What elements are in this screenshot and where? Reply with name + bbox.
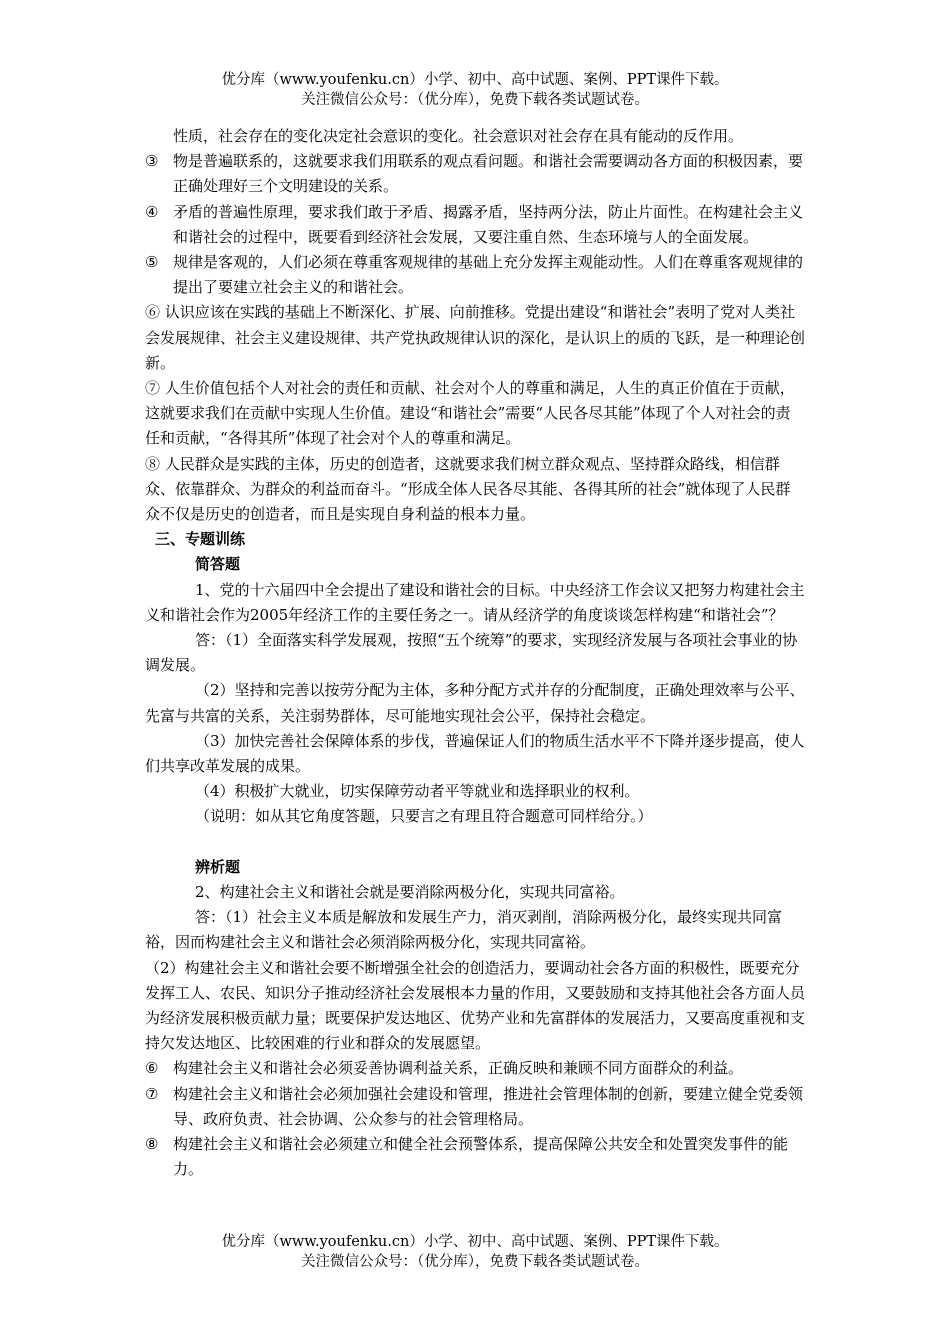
item-text: 构建社会主义和谐社会必须妥善协调利益关系，正确反映和兼顾不同方面群众的利益。 — [173, 1059, 744, 1078]
page-header — [0, 70, 950, 110]
item-text: 矛盾的普遍性原理，要求我们敢于矛盾、揭露矛盾，坚持两分法，防止片面性。在构建社会主义和谐社会的过程中，既要看到经济社会发展，又要注重自然、生态环境与人的全面发展。 — [173, 202, 804, 246]
numbered-item — [145, 1056, 805, 1081]
paragraph-point-8: ⑧ 人民群众是实践的主体，历史的创造者，这就要求我们树立群众观点、坚持群众路线，相信群众、依靠群众、为群众的利益而奋斗。“形成全体人民各尽其能、各得其所的社会”就体现了人民群众不仅是历史的创造者，而且是实现自身利益的根本力量。 — [145, 454, 791, 524]
answer-1-part-2: （2）坚持和完善以按劳分配为主体，多种分配方式并存的分配制度，正确处理效率与公平、先富与共富的关系，关注弱势群体，尽可能地实现社会公平，保持社会稳定。 — [145, 681, 805, 725]
numbered-item — [145, 149, 805, 199]
numbered-item — [145, 1132, 805, 1182]
item-marker: ⑧ — [145, 1134, 159, 1153]
item-text: 构建社会主义和谐社会必须加强社会建设和管理，推进社会管理体制的创新，要建立健全党委领导、政府负责、社会协调、公众参与的社会管理格局。 — [173, 1084, 804, 1128]
answer-2-part-1: 答：（1）社会主义本质是解放和发展生产力，消灭剥削，消除两极分化，最终实现共同富裕，因而构建社会主义和谐社会必须消除两极分化，实现共同富裕。 — [145, 908, 783, 952]
page-footer — [0, 1232, 950, 1272]
answer-2-part-2: （2）构建社会主义和谐社会要不断增强全社会的创造活力，要调动社会各方面的积极性，既要充分发挥工人、农民、知识分子推动经济社会发展根本力量的作用，又要鼓励和支持其他社会各方面人员为经济发展积极贡献力量；既要保护发达地区、优势产业和先富群体的发展活力，又要高度重视和支持欠发达地区、比较困难的行业和群众的发展愿望。 — [145, 958, 806, 1053]
paragraph-point-6: ⑥ 认识应该在实践的基础上不断深化、扩展、向前推移。党提出建设“和谐社会”表明了党对人类社会发展规律、社会主义建设规律、共产党执政规律认识的深化，是认识上的质的飞跃，是一种理论创新。 — [145, 303, 806, 372]
footer-line-2: 关注微信公众号：（优分库），免费下载各类试题试卷。 — [301, 1254, 649, 1270]
question-2: 2、构建社会主义和谐社会就是要消除两极分化，实现共同富裕。 — [195, 882, 625, 901]
answer-1-part-1: 答：（1）全面落实科学发展观，按照“五个统筹”的要求，实现经济发展与各项社会事业的协调发展。 — [145, 631, 798, 675]
paragraph-point-7: ⑦ 人生价值包括个人对社会的责任和贡献、社会对个人的尊重和满足，人生的真正价值在于贡献，这就要求我们在贡献中实现人生价值。建设“和谐社会”需要“人民各尽其能”体现了个人对社会的责任和贡献，“各得其所”体现了社会对个人的尊重和满足。 — [145, 379, 795, 448]
numbered-item — [145, 1082, 805, 1132]
item-marker: ③ — [145, 152, 159, 171]
section-title: 三、专题训练 — [155, 530, 246, 549]
answer-1-note: （说明：如从其它角度答题，只要言之有理且符合题意可同样给分。） — [195, 807, 653, 826]
header-line-2: 关注微信公众号：（优分库），免费下载各类试题试卷。 — [301, 92, 649, 108]
header-line-1: 优分库（www.youfenku.cn）小学、初中、高中试题、案例、PPT课件下载。 — [221, 72, 729, 88]
continued-paragraph: 性质，社会存在的变化决定社会意识的变化。社会意识对社会存在具有能动的反作用。 — [173, 127, 744, 145]
item-marker: ⑦ — [145, 1084, 159, 1103]
item-text: 构建社会主义和谐社会必须建立和健全社会预警体系，提高保障公共安全和处置突发事件的能力。 — [173, 1134, 789, 1179]
footer-line-1: 优分库（www.youfenku.cn）小学、初中、高中试题、案例、PPT课件下载。 — [221, 1234, 729, 1250]
item-text: 物是普遍联系的，这就要求我们用联系的观点看问题。和谐社会需要调动各方面的积极因素，要正确处理好三个文明建设的关系。 — [173, 152, 804, 196]
item-marker: ④ — [145, 202, 159, 221]
answer-1-part-3: （3）加快完善社会保障体系的步伐，普遍保证人们的物质生活水平不下降并逐步提高，使人们共享改革发展的成果。 — [145, 731, 805, 776]
analysis-heading: 辨析题 — [195, 857, 241, 876]
numbered-item — [145, 200, 805, 250]
answer-1-part-4: （4）积极扩大就业，切实保障劳动者平等就业和选择职业的权利。 — [195, 782, 640, 801]
numbered-item — [145, 250, 805, 300]
item-text: 规律是客观的，人们必须在尊重客观规律的基础上充分发挥主观能动性。人们在尊重客观规律的提出了要建立社会主义的和谐社会。 — [173, 253, 804, 297]
question-1: 1、党的十六届四中全会提出了建设和谐社会的目标。中央经济工作会议又把努力构建社会主义和谐社会作为2005年经济工作的主要任务之一。请从经济学的角度谈谈怎样构建“和谐社会”？ — [145, 580, 805, 624]
short-answer-heading: 简答题 — [195, 555, 241, 574]
item-marker: ⑤ — [145, 253, 159, 272]
item-marker: ⑥ — [145, 1059, 159, 1078]
document-body — [145, 124, 805, 1182]
